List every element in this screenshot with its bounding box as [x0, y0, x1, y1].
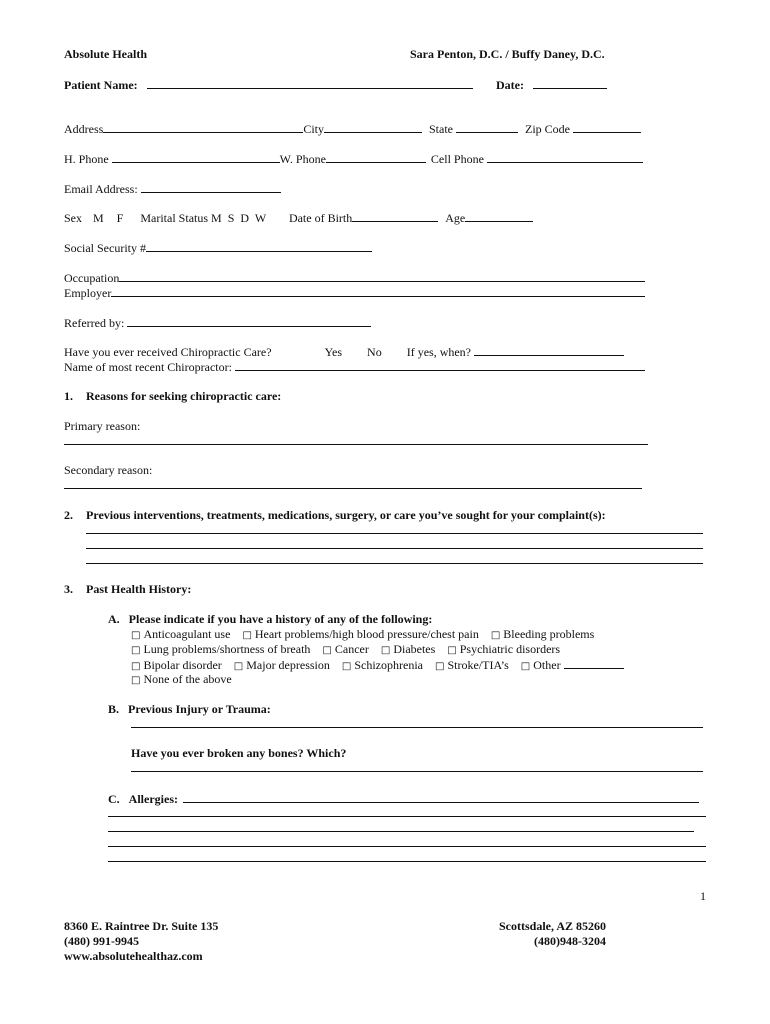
- if-yes-label: If yes, when?: [406, 345, 472, 359]
- section-2-number: 2.: [64, 508, 73, 522]
- marital-status-label: Marital Status: [140, 211, 209, 225]
- footer-city-state: Scottsdale, AZ 85260: [498, 919, 606, 933]
- checkbox-anticoagulant[interactable]: □ Anticoagulant use: [131, 627, 231, 641]
- ssn-field[interactable]: [146, 240, 372, 252]
- chiro-no-option[interactable]: No: [367, 345, 382, 359]
- conditions-row-1: [131, 627, 594, 643]
- zip-field[interactable]: [573, 121, 641, 133]
- footer-phone-2: (480)948-3204: [534, 934, 606, 948]
- checkbox-icon: □: [341, 661, 352, 672]
- sex-label: Sex: [64, 211, 82, 225]
- sex-m-option[interactable]: M: [93, 211, 104, 225]
- section-3-heading: [64, 582, 191, 596]
- broken-bones-label: Have you ever broken any bones? Which?: [131, 746, 347, 760]
- section-3c-letter: C.: [108, 792, 120, 806]
- primary-reason-label: Primary reason:: [64, 419, 141, 433]
- secondary-reason-label: Secondary reason:: [64, 463, 153, 477]
- section-2-heading: [64, 508, 606, 522]
- referred-by-field[interactable]: [127, 315, 371, 327]
- chiro-care-row: [64, 344, 624, 359]
- conditions-row-2: [131, 642, 560, 658]
- demographics-row: [64, 210, 533, 225]
- checkbox-icon: □: [131, 645, 141, 656]
- checkbox-icon: □: [242, 630, 252, 641]
- email-label: Email Address:: [64, 182, 138, 196]
- doctors-names: Sara Penton, D.C. / Buffy Daney, D.C.: [410, 47, 605, 61]
- allergies-line-3[interactable]: [108, 831, 694, 832]
- marital-status-options[interactable]: M S D W: [211, 211, 266, 225]
- interventions-line-3[interactable]: [86, 563, 703, 564]
- checkbox-icon: □: [233, 661, 244, 672]
- checkbox-icon: □: [520, 661, 531, 672]
- age-label: Age: [445, 211, 466, 225]
- checkbox-schizophrenia[interactable]: □ Schizophrenia: [341, 658, 423, 672]
- patient-name-row: [64, 77, 473, 92]
- allergies-line-5[interactable]: [108, 861, 706, 862]
- occupation-row: [64, 270, 645, 285]
- address-row: [64, 121, 641, 136]
- other-condition-field[interactable]: [564, 657, 624, 669]
- recent-chiro-label: Name of most recent Chiropractor:: [64, 360, 232, 374]
- section-3b-letter: B.: [108, 702, 120, 716]
- section-3a-letter: A.: [108, 612, 120, 626]
- employer-field[interactable]: [111, 285, 645, 297]
- checkbox-icon: □: [435, 661, 445, 672]
- checkbox-psychiatric[interactable]: □ Psychiatric disorders: [447, 642, 561, 656]
- injury-field[interactable]: [131, 727, 703, 728]
- w-phone-field[interactable]: [326, 151, 426, 163]
- section-1-title: Reasons for seeking chiropractic care:: [86, 389, 282, 403]
- checkbox-icon: □: [131, 630, 141, 641]
- referred-by-label: Referred by:: [64, 316, 125, 330]
- section-2-title: Previous interventions, treatments, medications, surgery, or care you’ve sought for your complaint(s):: [86, 508, 606, 522]
- patient-name-label: Patient Name:: [64, 78, 138, 92]
- section-3c-title: Allergies:: [128, 792, 178, 806]
- chiro-yes-option[interactable]: Yes: [324, 345, 343, 359]
- allergies-line-4[interactable]: [108, 846, 706, 847]
- interventions-line-1[interactable]: [86, 533, 703, 534]
- employer-row: [64, 285, 645, 300]
- checkbox-icon: □: [322, 645, 332, 656]
- dob-label: Date of Birth: [288, 211, 353, 225]
- section-3a-title: Please indicate if you have a history of any of the following:: [128, 612, 433, 626]
- allergies-field[interactable]: [183, 791, 699, 803]
- h-phone-field[interactable]: [112, 151, 280, 163]
- conditions-row-4: [131, 672, 232, 688]
- checkbox-icon: □: [131, 675, 141, 686]
- email-field[interactable]: [141, 181, 281, 193]
- section-3a-heading: [108, 612, 432, 626]
- checkbox-lung-problems[interactable]: □ Lung problems/shortness of breath: [131, 642, 311, 656]
- checkbox-diabetes[interactable]: □ Diabetes: [380, 642, 436, 656]
- section-3b-title: Previous Injury or Trauma:: [128, 702, 271, 716]
- referred-row: [64, 315, 371, 330]
- checkbox-icon: □: [490, 630, 501, 641]
- primary-reason-field[interactable]: [64, 444, 648, 445]
- sex-f-option[interactable]: F: [116, 211, 124, 225]
- section-3c-heading: [108, 791, 699, 806]
- footer-phone: (480) 991-9945: [64, 934, 139, 948]
- page-number: 1: [700, 889, 706, 903]
- address-field[interactable]: [103, 121, 303, 133]
- address-label: Address: [64, 122, 104, 136]
- checkbox-heart-problems[interactable]: □ Heart problems/high blood pressure/chest pain: [242, 627, 479, 641]
- w-phone-label: W. Phone: [279, 152, 326, 166]
- recent-chiro-field[interactable]: [235, 359, 645, 371]
- if-yes-field[interactable]: [474, 344, 624, 356]
- allergies-line-2[interactable]: [108, 816, 706, 817]
- checkbox-cancer[interactable]: □ Cancer: [322, 642, 369, 656]
- cell-phone-field[interactable]: [487, 151, 643, 163]
- date-field[interactable]: [533, 77, 607, 89]
- practice-name: Absolute Health: [64, 47, 148, 61]
- footer-address: 8360 E. Raintree Dr. Suite 135: [64, 919, 219, 933]
- checkbox-depression[interactable]: □ Major depression: [233, 658, 330, 672]
- checkbox-icon: □: [380, 645, 391, 656]
- footer-website: www.absolutehealthaz.com: [64, 949, 203, 963]
- occupation-label: Occupation: [64, 271, 120, 285]
- secondary-reason-field[interactable]: [64, 488, 642, 489]
- city-label: City: [303, 122, 324, 136]
- recent-chiro-row: [64, 359, 645, 374]
- ssn-row: [64, 240, 372, 255]
- checkbox-bipolar[interactable]: □ Bipolar disorder: [131, 658, 222, 672]
- email-row: [64, 181, 281, 196]
- checkbox-none[interactable]: □ None of the above: [131, 672, 232, 686]
- h-phone-label: H. Phone: [64, 152, 109, 166]
- section-3-number: 3.: [64, 582, 73, 596]
- state-label: State: [429, 122, 453, 136]
- ssn-label: Social Security #: [64, 241, 146, 255]
- checkbox-bleeding-problems[interactable]: □ Bleeding problems: [490, 627, 595, 641]
- phone-row: [64, 151, 643, 166]
- state-field[interactable]: [456, 121, 518, 133]
- section-3-title: Past Health History:: [86, 582, 192, 596]
- dob-field[interactable]: [352, 210, 438, 222]
- checkbox-icon: □: [447, 645, 457, 656]
- section-1-heading: [64, 389, 281, 403]
- patient-name-field[interactable]: [147, 77, 473, 89]
- checkbox-stroke[interactable]: □ Stroke/TIA’s: [435, 658, 509, 672]
- employer-label: Employer: [64, 286, 112, 300]
- interventions-line-2[interactable]: [86, 548, 703, 549]
- checkbox-other[interactable]: □ Other: [520, 658, 561, 672]
- section-1-number: 1.: [64, 389, 73, 403]
- cell-phone-label: Cell Phone: [430, 152, 484, 166]
- zip-label: Zip Code: [525, 122, 570, 136]
- chiro-care-label: Have you ever received Chiropractic Care?: [64, 345, 272, 359]
- section-3b-heading: [108, 702, 271, 716]
- checkbox-icon: □: [131, 661, 141, 672]
- date-label: Date:: [496, 78, 524, 92]
- occupation-field[interactable]: [119, 270, 645, 282]
- age-field[interactable]: [465, 210, 533, 222]
- broken-bones-field[interactable]: [131, 771, 703, 772]
- date-row: [496, 77, 607, 92]
- city-field[interactable]: [324, 121, 422, 133]
